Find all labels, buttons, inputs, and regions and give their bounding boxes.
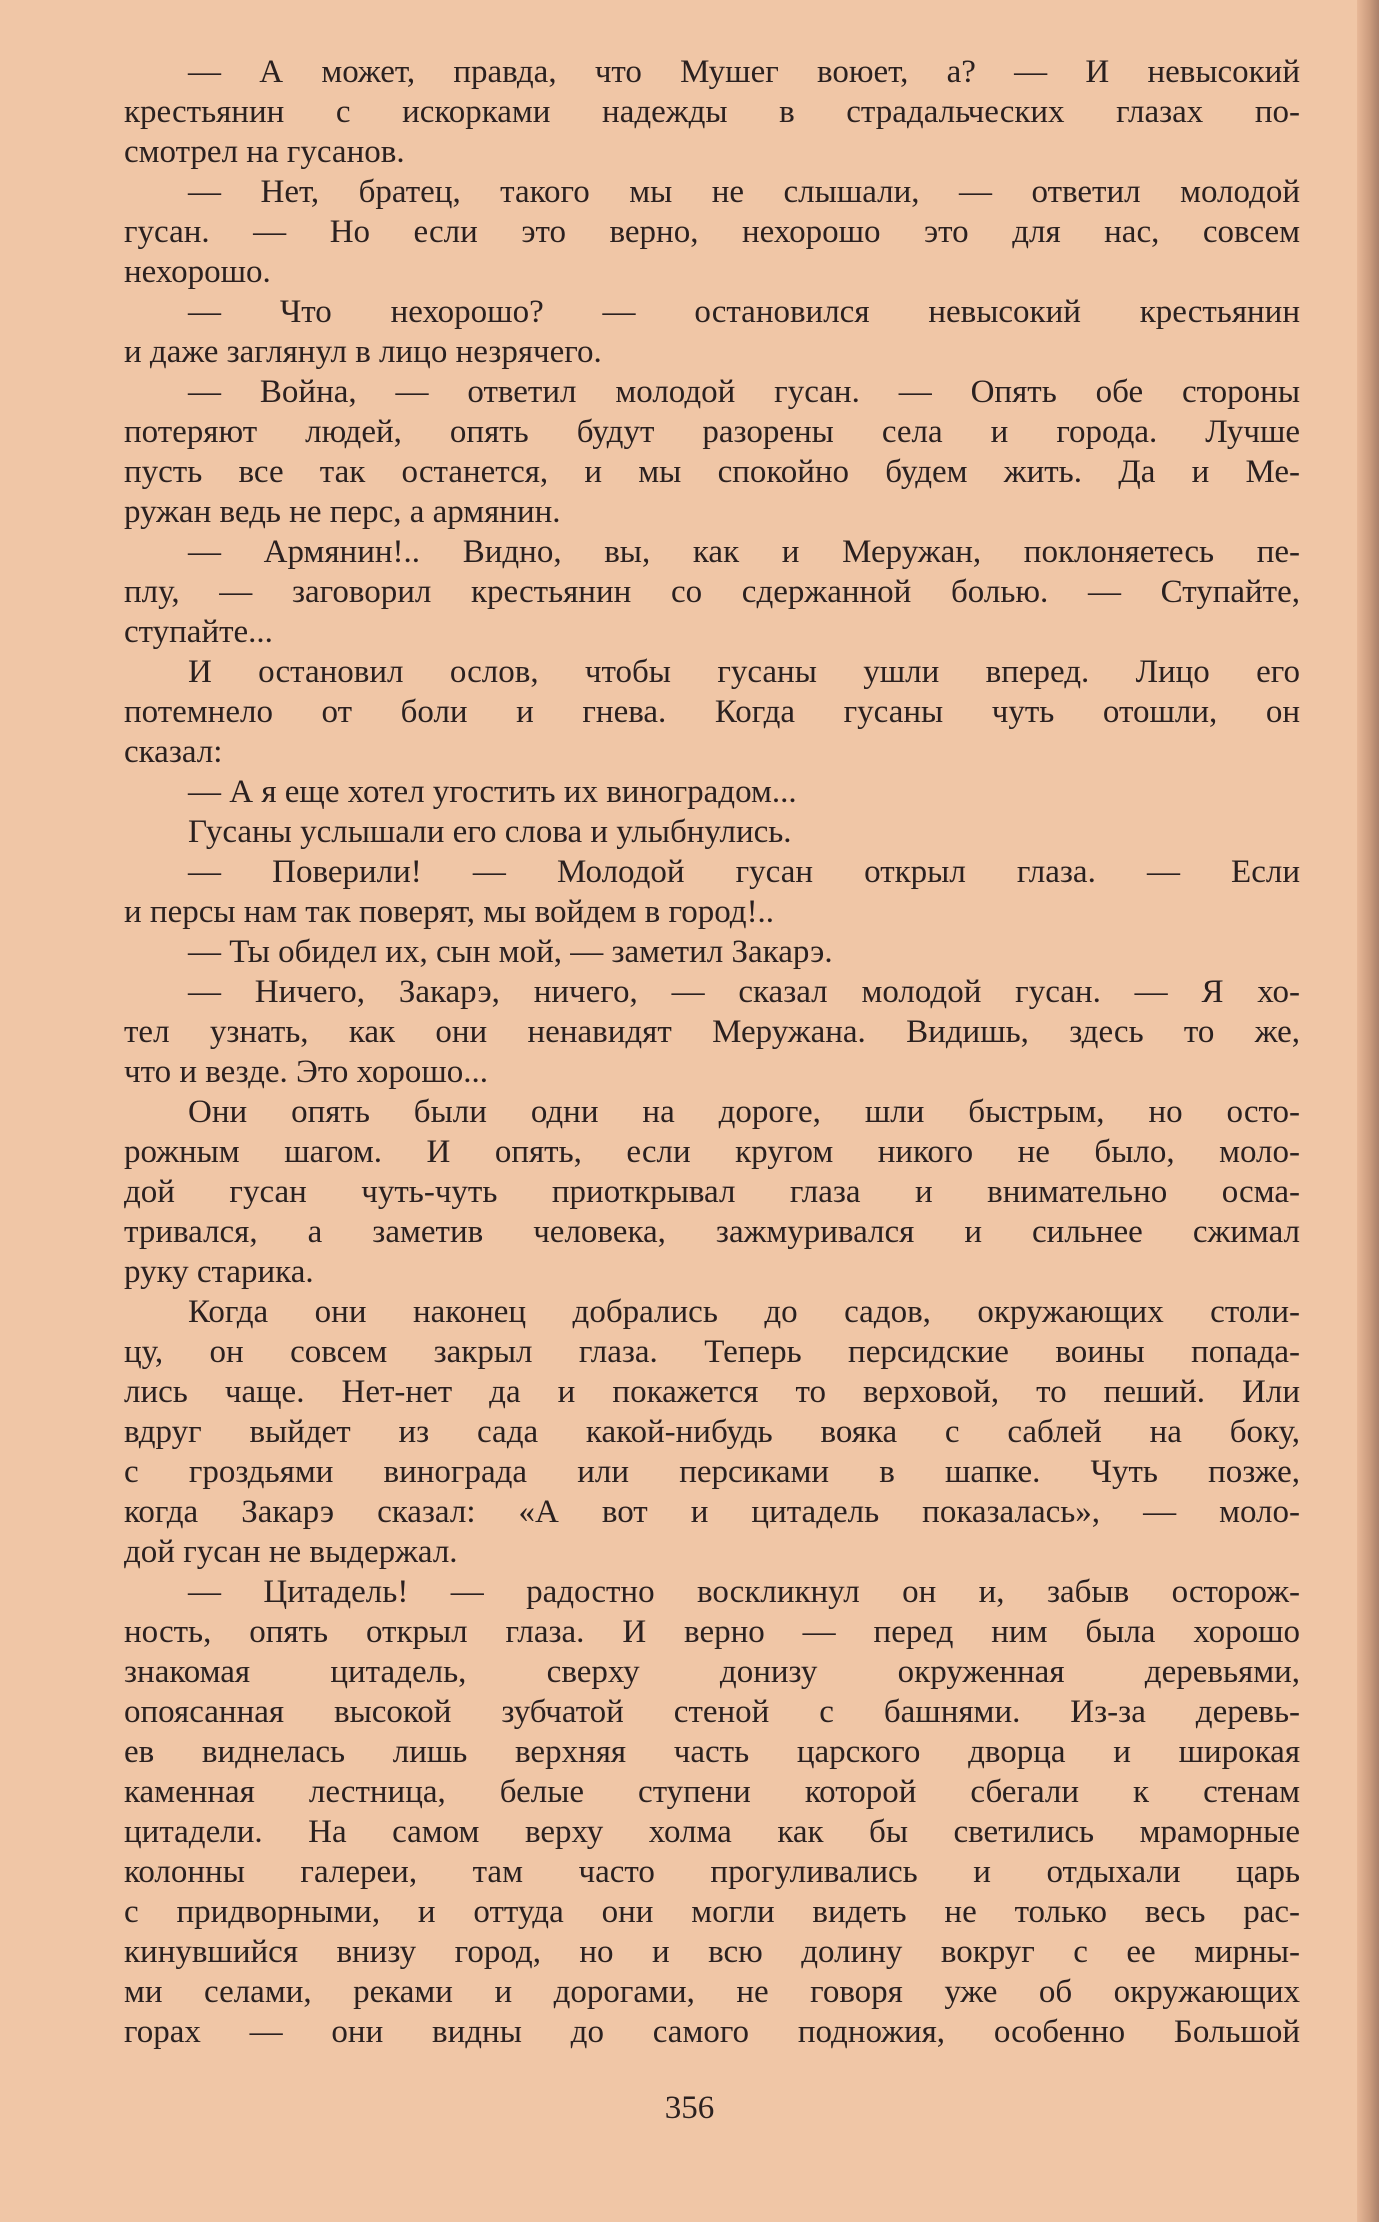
text-line: — Что нехорошо? — остановился невысокий крестьянин bbox=[188, 294, 1300, 330]
text-line: потеряют людей, опять будут разорены села и города. Лучше bbox=[124, 414, 1300, 450]
text-line: ми селами, реками и дорогами, не говоря уже об окружающих bbox=[124, 1974, 1300, 2010]
text-line: рожным шагом. И опять, если кругом никого не было, моло- bbox=[124, 1134, 1300, 1170]
text-line: что и везде. Это хорошо... bbox=[124, 1054, 488, 1090]
text-line: кинувшийся внизу город, но и всю долину вокруг с ее мирны- bbox=[124, 1934, 1300, 1970]
text-line: каменная лестница, белые ступени которой сбегали к стенам bbox=[124, 1774, 1300, 1810]
page-edge bbox=[1357, 0, 1379, 2222]
text-line: ев виднелась лишь верхняя часть царского дворца и широкая bbox=[124, 1734, 1300, 1770]
text-line: плу, — заговорил крестьянин со сдержанной болью. — Ступайте, bbox=[124, 574, 1300, 610]
text-line: цу, он совсем закрыл глаза. Теперь персидские воины попада- bbox=[124, 1334, 1300, 1370]
text-line: тривался, а заметив человека, зажмуривался и сильнее сжимал bbox=[124, 1214, 1300, 1250]
text-line: дой гусан не выдержал. bbox=[124, 1534, 458, 1570]
text-line: — А может, правда, что Мушег воюет, а? — И невысокий bbox=[188, 54, 1300, 90]
text-line: дой гусан чуть-чуть приоткрывал глаза и внимательно осма- bbox=[124, 1174, 1300, 1210]
text-line: — А я еще хотел угостить их виноградом... bbox=[188, 774, 797, 810]
text-line: — Цитадель! — радостно воскликнул он и, забыв осторож- bbox=[188, 1574, 1300, 1610]
text-line: вдруг выйдет из сада какой-нибудь вояка с саблей на боку, bbox=[124, 1414, 1300, 1450]
text-line: Когда они наконец добрались до садов, окружающих столи- bbox=[188, 1294, 1300, 1330]
text-line: цитадели. На самом верху холма как бы светились мраморные bbox=[124, 1814, 1300, 1850]
text-line: с гроздьями винограда или персиками в шапке. Чуть позже, bbox=[124, 1454, 1300, 1490]
text-line: руку старика. bbox=[124, 1254, 314, 1290]
text-line: и персы нам так поверят, мы войдем в город!.. bbox=[124, 894, 775, 930]
text-line: — Поверили! — Молодой гусан открыл глаза. — Если bbox=[188, 854, 1300, 890]
text-line: — Нет, братец, такого мы не слышали, — ответил молодой bbox=[188, 174, 1300, 210]
text-line: опоясанная высокой зубчатой стеной с башнями. Из-за деревь- bbox=[124, 1694, 1300, 1730]
page-number: 356 bbox=[664, 2090, 715, 2126]
text-line: знакомая цитадель, сверху донизу окруженная деревьями, bbox=[124, 1654, 1300, 1690]
book-text bbox=[124, 52, 1300, 2052]
text-line: колонны галереи, там часто прогуливались и отдыхали царь bbox=[124, 1854, 1300, 1890]
text-line: ность, опять открыл глаза. И верно — перед ним была хорошо bbox=[124, 1614, 1300, 1650]
text-line: Они опять были одни на дороге, шли быстрым, но осто- bbox=[188, 1094, 1300, 1130]
text-line: — Ты обидел их, сын мой, — заметил Закарэ. bbox=[188, 934, 833, 970]
text-line: И остановил ослов, чтобы гусаны ушли вперед. Лицо его bbox=[188, 654, 1300, 690]
text-line: смотрел на гусанов. bbox=[124, 134, 405, 170]
text-line: ступайте... bbox=[124, 614, 273, 650]
text-line: — Ничего, Закарэ, ничего, — сказал молодой гусан. — Я хо- bbox=[188, 974, 1300, 1010]
text-line: с придворными, и оттуда они могли видеть не только весь рас- bbox=[124, 1894, 1300, 1930]
text-line: крестьянин с искорками надежды в страдальческих глазах по- bbox=[124, 94, 1300, 130]
text-line: — Война, — ответил молодой гусан. — Опять обе стороны bbox=[188, 374, 1300, 410]
text-line: потемнело от боли и гнева. Когда гусаны чуть отошли, он bbox=[124, 694, 1300, 730]
text-line: гусан. — Но если это верно, нехорошо это для нас, совсем bbox=[124, 214, 1300, 250]
text-line: и даже заглянул в лицо незрячего. bbox=[124, 334, 602, 370]
text-line: тел узнать, как они ненавидят Меружана. Видишь, здесь то же, bbox=[124, 1014, 1300, 1050]
text-line: нехорошо. bbox=[124, 254, 271, 290]
text-line: Гусаны услышали его слова и улыбнулись. bbox=[188, 814, 792, 850]
text-line: когда Закарэ сказал: «А вот и цитадель показалась», — моло- bbox=[124, 1494, 1300, 1530]
text-line: пусть все так останется, и мы спокойно будем жить. Да и Ме- bbox=[124, 454, 1300, 490]
text-line: горах — они видны до самого подножия, особенно Большой bbox=[124, 2014, 1300, 2050]
text-line: ружан ведь не перс, а армянин. bbox=[124, 494, 561, 530]
text-line: сказал: bbox=[124, 734, 223, 770]
text-line: лись чаще. Нет-нет да и покажется то верховой, то пеший. Или bbox=[124, 1374, 1300, 1410]
text-line: — Армянин!.. Видно, вы, как и Меружан, поклоняетесь пе- bbox=[188, 534, 1300, 570]
